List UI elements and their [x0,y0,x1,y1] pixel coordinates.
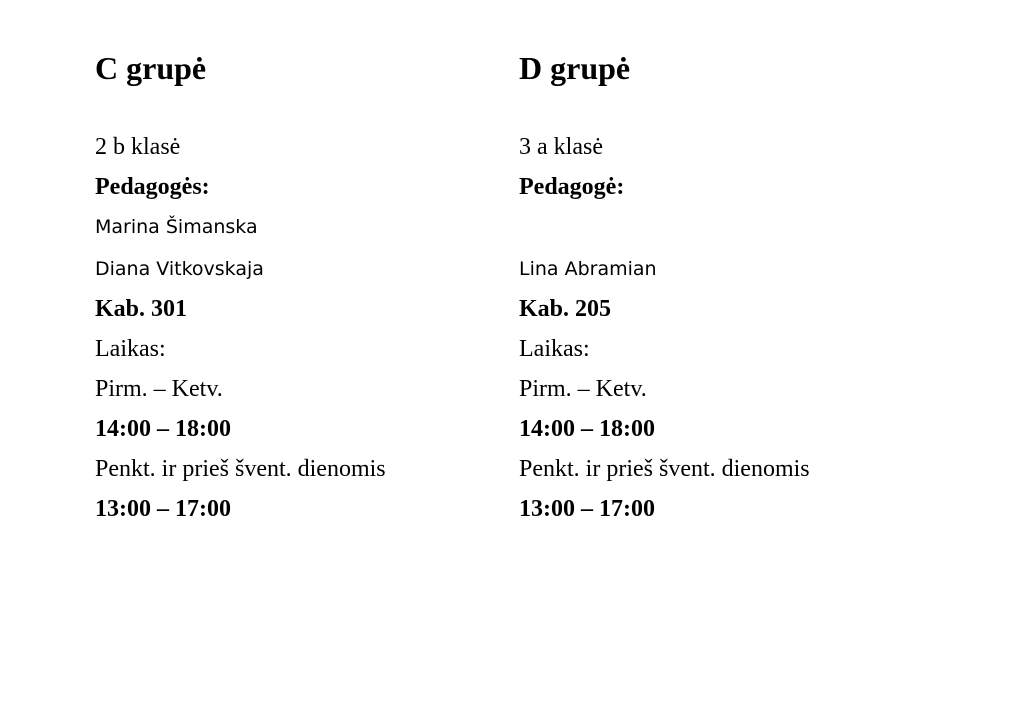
friday-label: Penkt. ir prieš švent. dienomis [519,456,810,482]
weekdays-label: Pirm. – Ketv. [95,376,223,402]
teacher-name: Lina Abramian [519,258,657,280]
teachers-label: Pedagogė: [519,174,625,200]
weekdays-label: Pirm. – Ketv. [519,376,647,402]
friday-label: Penkt. ir prieš švent. dienomis [95,456,386,482]
weekday-hours: 14:00 – 18:00 [519,416,655,442]
group-title: C grupė [95,50,207,86]
room-number: Kab. 205 [519,296,612,322]
teachers-label: Pedagogės: [95,174,210,200]
room-number: Kab. 301 [95,296,188,322]
class-name: 2 b klasė [95,134,181,160]
teacher-name: Marina Šimanska [95,216,258,238]
time-label: Laikas: [95,336,166,362]
teacher-name: Diana Vitkovskaja [95,258,264,280]
time-label: Laikas: [519,336,590,362]
class-name: 3 a klasė [519,134,603,160]
group-title: D grupė [519,50,631,86]
friday-hours: 13:00 – 17:00 [519,496,655,522]
weekday-hours: 14:00 – 18:00 [95,416,231,442]
friday-hours: 13:00 – 17:00 [95,496,231,522]
